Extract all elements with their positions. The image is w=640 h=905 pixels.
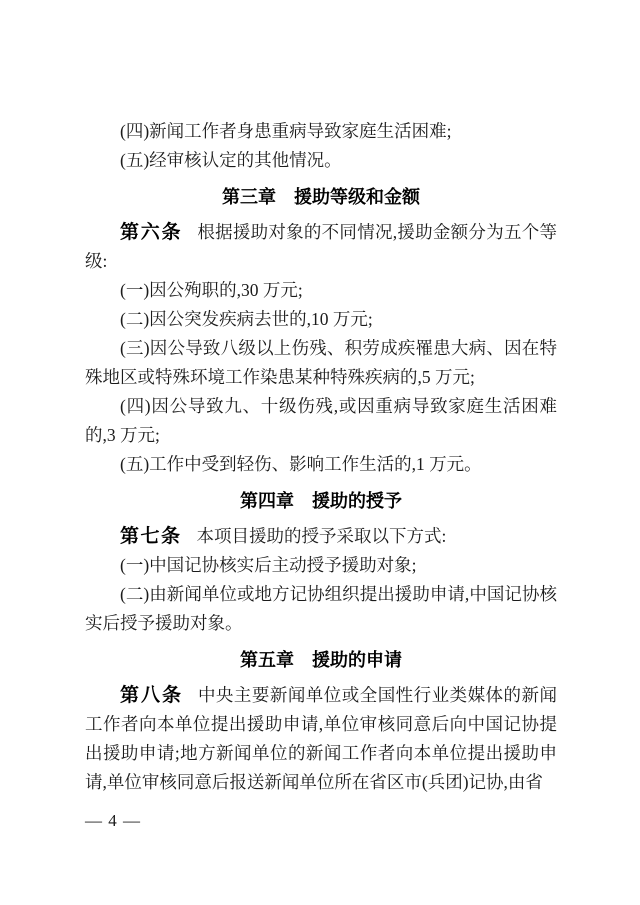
clause-item: (五)工作中受到轻伤、影响工作生活的,1 万元。 — [120, 454, 482, 474]
chapter-heading: 第三章 援助等级和金额 — [222, 187, 420, 207]
clause-item: (一)中国记协核实后主动授予援助对象; — [120, 555, 417, 575]
clause-item: (一)因公殉职的,30 万元; — [120, 280, 303, 300]
article-number-label: 第六条 — [120, 222, 183, 243]
chapter-heading: 第五章 援助的申请 — [240, 650, 402, 670]
clause-item: (四)因公导致九、十级伤残,或因重病导致家庭生活困难的,3 万元; — [85, 396, 557, 445]
article-text: 中央主要新闻单位或全国性行业类媒体的新闻工作者向本单位提出援助申请,单位审核同意后向中国记协提出援助申请;地方新闻单位的新闻工作者向本单位提出援助申请,单位审核同意后报送新闻单位所在省区市(兵团)记协,由省 — [85, 685, 557, 792]
clause-item: (四)新闻工作者身患重病导致家庭生活困难; — [120, 121, 452, 141]
article-paragraph — [85, 218, 557, 276]
page-number: — 4 — — [85, 811, 141, 830]
article-text: 本项目援助的授予采取以下方式: — [196, 526, 447, 546]
article-number-label: 第八条 — [120, 685, 183, 706]
article-number-label: 第七条 — [120, 526, 182, 547]
clause-item: (二)由新闻单位或地方记协组织提出援助申请,中国记协核实后授予援助对象。 — [85, 584, 557, 633]
document-body — [85, 117, 557, 797]
chapter-heading: 第四章 援助的授予 — [240, 491, 402, 511]
article-paragraph — [85, 522, 557, 551]
clause-item: (二)因公突发疾病去世的,10 万元; — [120, 309, 373, 329]
article-text: 根据援助对象的不同情况,援助金额分为五个等级: — [85, 222, 557, 271]
clause-item: (五)经审核认定的其他情况。 — [120, 150, 342, 170]
clause-item: (三)因公导致八级以上伤残、积劳成疾罹患大病、因在特殊地区或特殊环境工作染患某种特殊疾病的,5 万元; — [85, 338, 557, 387]
article-paragraph — [85, 681, 557, 797]
